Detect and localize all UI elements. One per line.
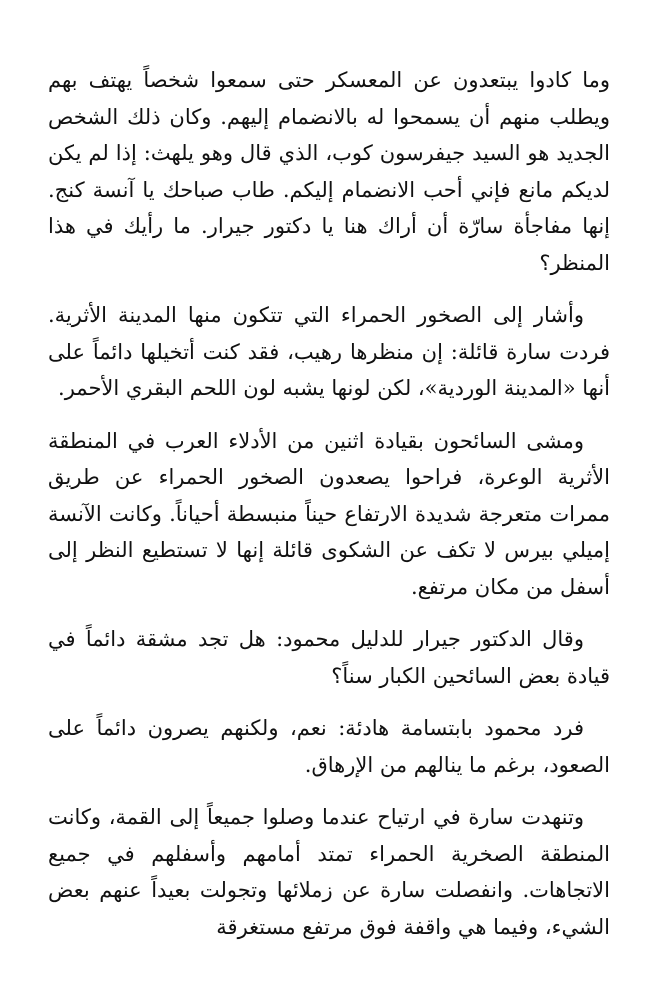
paragraph-2: وأشار إلى الصخور الحمراء التي تتكون منها المدينة الأثرية. فردت سارة قائلة: إن منظرها رهيب، فقد كنت أتخيلها دائماً على أنها «المدينة الوردية»، لكن لونها يشبه لون اللحم البقري الأحمر.	[48, 303, 610, 400]
paragraph-6: وتنهدت سارة في ارتياح عندما وصلوا جميعاً إلى القمة، وكانت المنطقة الصخرية الحمراء تمتد أمامهم وأسفلهم في جميع الاتجاهات. وانفصلت سارة عن زملائها وتجولت بعيداً عنهم بعض الشيء، وفيما هي واقفة فوق مرتفع مستغرقة	[48, 805, 610, 939]
paragraph-1: وما كادوا يبتعدون عن المعسكر حتى سمعوا شخصاً يهتف بهم ويطلب منهم أن يسمحوا له بالانضمام إليهم. وكان ذلك الشخص الجديد هو السيد جيفرسون كوب، الذي قال وهو يلهث: إذا لم يكن لديكم مانع فإني أحب الانضمام إليكم. طاب صباحك يا آنسة كنج. إنها مفاجأة سارّة أن أراك هنا يا دكتور جيرار. ما رأيك في هذا المنظر؟	[48, 68, 610, 275]
paragraph-3: ومشى السائحون بقيادة اثنين من الأدلاء العرب في المنطقة الأثرية الوعرة، فراحوا يصعدون الصخور الحمراء عن طريق ممرات متعرجة شديدة الارتفاع حيناً منبسطة أحياناً. وكانت الآنسة إميلي بيرس لا تكف عن الشكوى قائلة إنها لا تستطيع النظر إلى أسفل من مكان مرتفع.	[48, 428, 610, 599]
book-page	[48, 62, 610, 961]
paragraph-4: وقال الدكتور جيرار للدليل محمود: هل تجد مشقة دائماً في قيادة بعض السائحين الكبار سناً؟	[48, 627, 610, 688]
paragraph-5: فرد محمود بابتسامة هادئة: نعم، ولكنهم يصرون دائماً على الصعود، برغم ما ينالهم من الإرهاق.	[48, 716, 610, 777]
